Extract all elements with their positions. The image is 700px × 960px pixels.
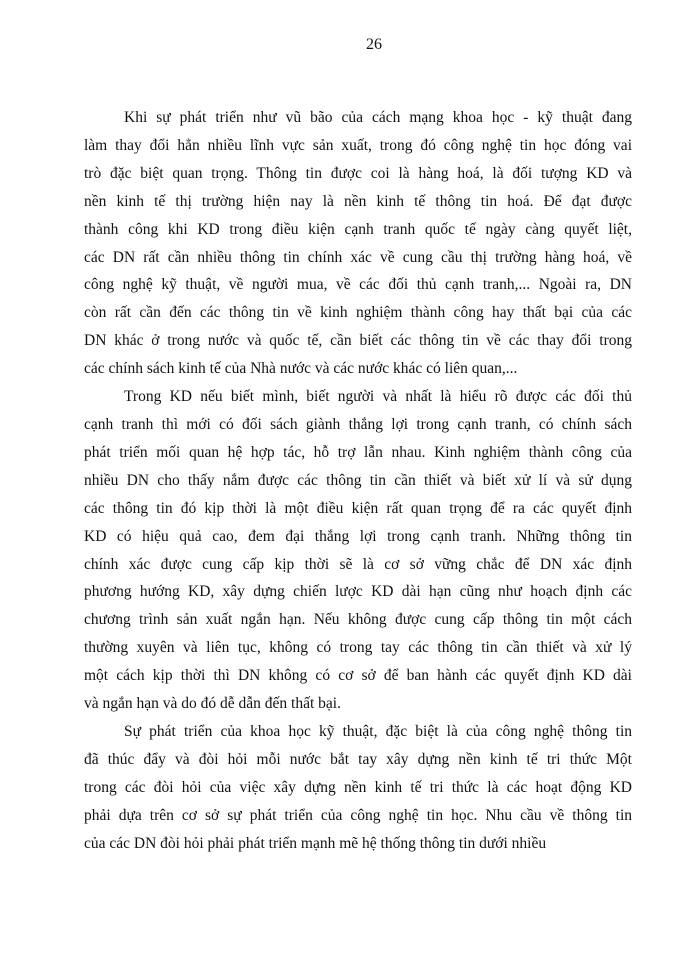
text-line: thành công khi KD trong điều kiện cạnh tranh quốc tế ngày càng quyết liệt, [84,220,632,238]
text-line: làm thay đổi hẳn nhiều lĩnh vực sản xuất, trong đó công nghệ tin học đóng vai [84,136,632,154]
text-line: thường xuyên và liên tục, không có trong tay các thông tin cần thiết và xử lý [84,639,632,657]
text-line: phải dựa trên cơ sở sự phát triển của công nghệ tin học. Nhu cầu về thông tin [84,806,632,824]
text-line: phát triển mối quan hệ hợp tác, hỗ trợ lẫn nhau. Kinh nghiệm thành công của [84,443,632,461]
paragraph [84,718,632,858]
text-line: và ngắn hạn và do đó dễ dẫn đến thất bại. [84,695,341,713]
text-line: một cách kịp thời thì DN không có cơ sở để ban hành các quyết định KD dài [84,667,632,685]
document-body [84,104,632,857]
text-line: Khi sự phát triển như vũ bão của cách mạng khoa học - kỹ thuật đang [124,109,632,126]
text-line: các DN rất cần nhiều thông tin chính xác về cung cầu thị trường hàng hoá, về [84,248,632,266]
text-line: công nghệ kỹ thuật, về người mua, về các đối thủ cạnh tranh,... Ngoài ra, DN [84,276,632,294]
text-line: nhiều DN cho thấy nắm được các thông tin cần thiết và biết xử lí và sử dụng [84,471,632,489]
text-line: Trong KD nếu biết mình, biết người và nhất là hiểu rõ được các đối thủ [124,388,632,406]
text-line: trong các đòi hỏi của việc xây dựng nền kinh tế tri thức là các hoạt động KD [84,778,632,796]
text-line: còn rất cần đến các thông tin về kinh nghiệm thành công hay thất bại của các [84,304,632,322]
text-line: nền kinh tế thị trường hiện nay là nền kinh tế thông tin hoá. Để đạt được [84,192,632,210]
paragraph [84,383,632,718]
text-line: cạnh tranh thì mới có đối sách giành thắng lợi trong cạnh tranh, có chính sách [84,415,632,433]
text-line: chính xác được cung cấp kịp thời sẽ là cơ sở vững chắc để DN xác định [84,555,632,573]
text-line: đã thúc đẩy và đòi hỏi mỗi nước bắt tay xây dựng nền kinh tế tri thức Một [84,750,632,768]
text-line: chương trình sản xuất ngắn hạn. Nếu không được cung cấp thông tin một cách [84,611,632,629]
text-line: phương hướng KD, xây dựng chiến lược KD dài hạn cũng như hoạch định các [84,583,632,601]
text-line: Sự phát triển của khoa học kỹ thuật, đặc biệt là của công nghệ thông tin [124,722,632,740]
text-line: của các DN đòi hỏi phải phát triển mạnh mẽ hệ thống thông tin dưới nhiều [84,834,547,852]
text-line: các thông tin đó kịp thời là một điều kiện rất quan trọng để ra các quyết định [84,499,632,517]
text-line: các chính sách kinh tế của Nhà nước và các nước khác có liên quan,... [84,360,518,378]
page-number: 26 [366,36,382,53]
paragraph [84,104,632,383]
text-line: KD có hiệu quả cao, đem đại thắng lợi trong cạnh tranh. Những thông tin [84,527,632,545]
text-line: trò đặc biệt quan trọng. Thông tin được coi là hàng hoá, là đối tượng KD và [84,164,632,182]
text-line: DN khác ở trong nước và quốc tế, cần biết các thông tin về các thay đổi trong [84,332,632,350]
